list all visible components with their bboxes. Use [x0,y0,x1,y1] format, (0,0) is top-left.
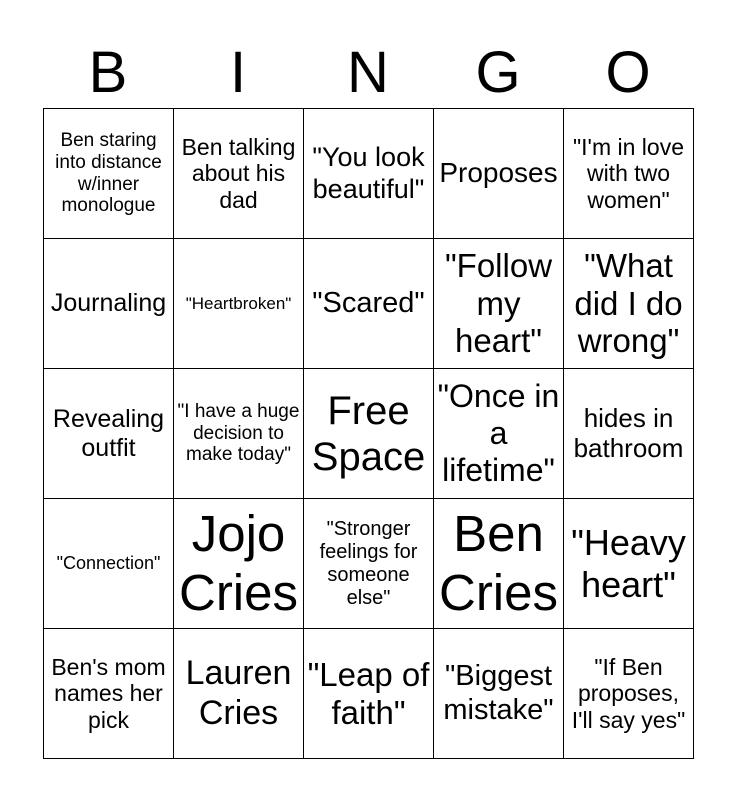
bingo-cell[interactable]: Ben Cries [434,499,564,629]
bingo-header [43,38,693,108]
board-row [44,629,694,759]
bingo-cell[interactable]: Lauren Cries [174,629,304,759]
bingo-cell[interactable]: "Biggest mistake" [434,629,564,759]
bingo-cell[interactable]: "You look beautiful" [304,109,434,239]
free-space-cell[interactable]: Free Space [304,369,434,499]
header-letter-g: G [475,40,521,105]
bingo-cell[interactable]: Journaling [44,239,174,369]
bingo-cell[interactable]: Ben talking about his dad [174,109,304,239]
bingo-cell[interactable]: "Stronger feelings for someone else" [304,499,434,629]
board-row [44,239,694,369]
bingo-cell[interactable]: "Leap of faith" [304,629,434,759]
bingo-cell[interactable]: "Scared" [304,239,434,369]
board-row [44,369,694,499]
bingo-cell[interactable]: "Heartbroken" [174,239,304,369]
board-row [44,109,694,239]
bingo-cell[interactable]: "I'm in love with two women" [564,109,694,239]
header-letter-i: I [229,40,247,105]
bingo-board [43,108,694,759]
bingo-cell[interactable]: Jojo Cries [174,499,304,629]
bingo-cell[interactable]: "Once in a lifetime" [434,369,564,499]
bingo-cell[interactable]: "Follow my heart" [434,239,564,369]
bingo-cell[interactable]: Proposes [434,109,564,239]
board-row [44,499,694,629]
bingo-cell[interactable]: hides in bathroom [564,369,694,499]
bingo-cell[interactable]: "I have a huge decision to make today" [174,369,304,499]
bingo-cell[interactable]: "What did I do wrong" [564,239,694,369]
bingo-cell[interactable]: Ben's mom names her pick [44,629,174,759]
bingo-cell[interactable]: Revealing outfit [44,369,174,499]
header-letter-o: O [605,40,651,105]
bingo-cell[interactable]: "Heavy heart" [564,499,694,629]
header-letter-n: N [347,40,389,105]
bingo-cell[interactable]: "If Ben proposes, I'll say yes" [564,629,694,759]
bingo-cell[interactable]: Ben staring into distance w/inner monologue [44,109,174,239]
header-letter-b: B [88,40,128,105]
bingo-cell[interactable]: "Connection" [44,499,174,629]
